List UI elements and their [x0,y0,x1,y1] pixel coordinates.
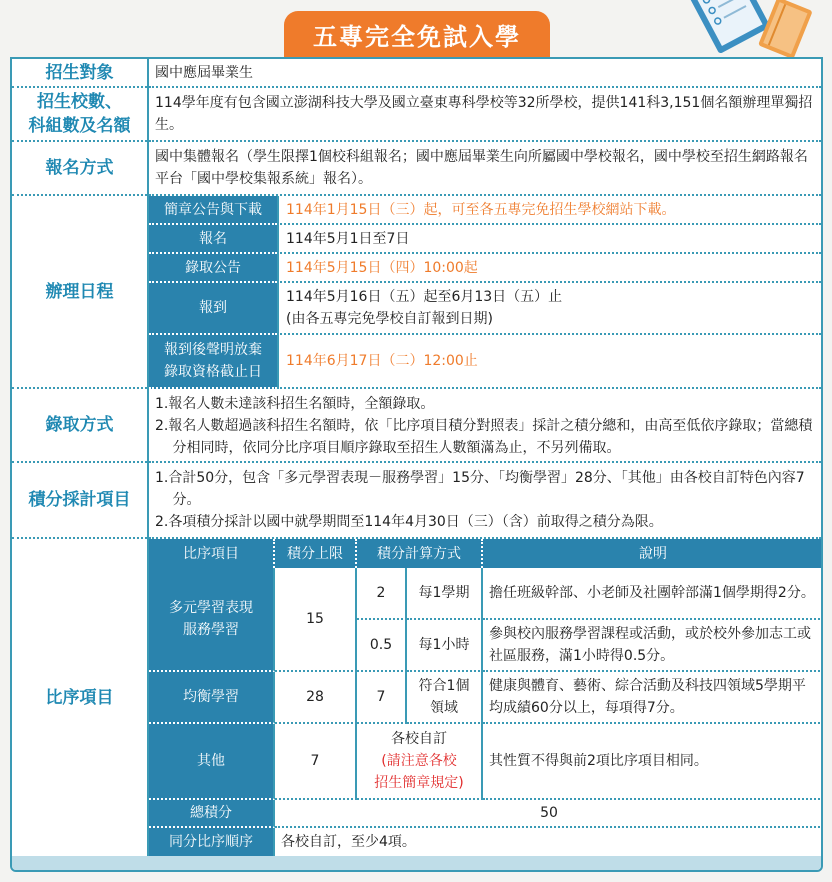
ranking-item-balance: 均衡學習 [149,672,275,724]
schedule-label-withdraw: 報到後聲明放棄 錄取資格截止日 [149,335,277,389]
ranking-item-other: 其他 [149,724,275,800]
schedule-value-report: 114年5月16日（五）起至6月13日（五）止 (由各五專完免學校自訂報到日期) [277,283,821,335]
schools-heading: 招生校數、 科組數及名額 [12,88,147,142]
ranking-max-balance: 28 [275,672,357,724]
points-text [149,463,821,539]
target-text: 國中應屆畢業生 [149,59,821,88]
schedule-label-result: 錄取公告 [149,254,277,283]
apply-text: 國中集體報名（學生限擇1個校科組報名；國中應屆畢業生向所屬國中學校報名，國中學校至招生網路報名平台「國中學校集報系統」報名）。 [149,142,821,196]
page-title: 五專完全免試入學 [284,11,550,57]
ranking-unit-service-term: 每1學期 [407,568,483,620]
ranking-tie-value: 各校自訂，至少4項。 [281,834,416,850]
ranking-total-value: 50 [275,800,823,828]
admission-text [149,389,821,463]
ranking-col-calc: 積分計算方式 [357,539,483,568]
schedule-heading: 辦理日程 [12,196,147,389]
admission-heading: 錄取方式 [12,389,147,463]
points-heading: 積分採計項目 [12,463,147,539]
ranking-points-balance: 7 [357,672,407,724]
schedule-label-register: 報名 [149,225,277,254]
ranking-tie-label: 同分比序順序 [149,828,275,856]
ranking-item-service: 多元學習表現 服務學習 [149,568,275,672]
ranking-desc-other: 其性質不得與前2項比序項目相同。 [483,724,823,800]
ranking-col-item: 比序項目 [149,539,275,568]
admission-item: 2.報名人數超過該科招生名額時，依「比序項目積分對照表」採計之積分總和，由高至低依序錄取；當總積分相同時，依同分比序項目順序錄取至招生人數額滿為止，不另列備取。 [155,418,813,456]
points-item: 2.各項積分採計以國中就學期間至114年4月30日（三）（含）前取得之積分為限。 [155,514,663,530]
ranking-max-other: 7 [275,724,357,800]
ranking-desc-service-hour: 參與校內服務學習課程或活動，或於校外參加志工或社區服務，滿1小時得0.5分。 [483,620,823,672]
schools-text: 114學年度有包含國立澎湖科技大學及國立臺東專科學校等32所學校，提供141科3,151個名額辦理單獨招生。 [149,88,821,142]
ranking-max-service: 15 [275,568,357,672]
ranking-points-service-hour: 0.5 [357,620,407,672]
ranking-points-service-term: 2 [357,568,407,620]
schedule-value-result: 114年5月15日（四）10:00起 [277,254,821,283]
ranking-unit-balance: 符合1個 領域 [407,672,483,724]
schedule-label-announce: 簡章公告與下載 [149,196,277,225]
schedule-value-announce: 114年1月15日（三）起，可至各五專完免招生學校網站下載。 [277,196,821,225]
admission-item: 1.報名人數未達該科招生名額時，全額錄取。 [155,396,435,412]
info-table [10,57,823,872]
ranking-total-label: 總積分 [149,800,275,828]
ranking-desc-balance: 健康與體育、藝術、綜合活動及科技四領域5學期平均成績60分以上，每項得7分。 [483,672,823,724]
target-heading: 招生對象 [12,59,147,88]
points-item: 1.合計50分，包含「多元學習表現－服務學習」15分、「均衡學習」28分、「其他」由各校自訂特色內容7分。 [155,470,805,508]
schedule-value-withdraw: 114年6月17日（二）12:00止 [277,335,821,389]
ranking-col-desc: 說明 [483,539,823,568]
ranking-unit-service-hour: 每1小時 [407,620,483,672]
schedule-value-register: 114年5月1日至7日 [277,225,821,254]
apply-heading: 報名方式 [12,142,147,196]
ranking-col-max: 積分上限 [275,539,357,568]
ranking-calc-other: 各校自訂 (請注意各校 招生簡章規定) [357,724,483,800]
ranking-heading: 比序項目 [45,687,114,708]
schedule-label-report: 報到 [149,283,277,335]
ranking-desc-service-term: 擔任班級幹部、小老師及社團幹部滿1個學期得2分。 [483,568,823,620]
